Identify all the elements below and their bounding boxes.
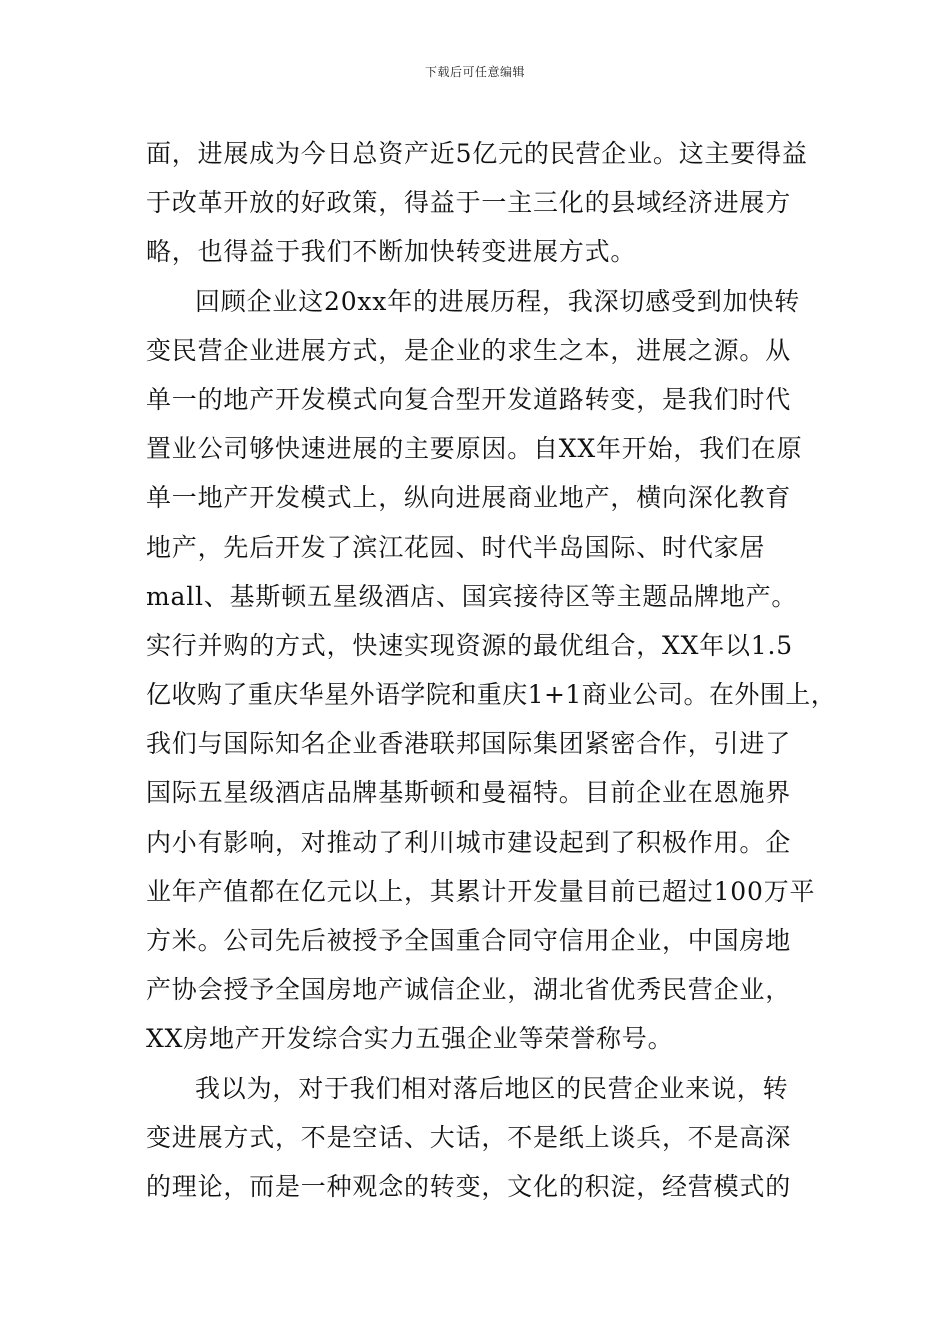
text-line: 变民营企业进展方式，是企业的求生之本，进展之源。从 (146, 335, 792, 365)
text-line: 方米。公司先后被授予全国重合同守信用企业，中国房地 (146, 926, 792, 955)
text-line: 产协会授予全国房地产诚信企业，湖北省优秀民营企业， (146, 975, 792, 1005)
text-line: 置业公司够快速进展的主要原因。自XX年开始，我们在原 (146, 434, 803, 464)
document-body (146, 129, 836, 1211)
text-line: 业年产值都在亿元以上，其累计开发量目前已超过100万平 (146, 876, 816, 906)
page-header: 下载后可任意编辑 (424, 65, 525, 79)
text-line: 内小有影响，对推动了利川城市建设起到了积极作用。企 (146, 827, 792, 857)
text-line: 单一的地产开发模式向复合型开发道路转变，是我们时代 (146, 384, 792, 414)
text-line: 于改革开放的好政策，得益于一主三化的县域经济进展方 (146, 188, 792, 218)
text-line: 的理论，而是一种观念的转变，文化的积淀，经营模式的 (146, 1171, 792, 1201)
text-line: mall、基斯顿五星级酒店、国宾接待区等主题品牌地产。 (146, 581, 798, 611)
text-line: 亿收购了重庆华星外语学院和重庆1+1商业公司。在外围上， (146, 680, 837, 710)
text-line: 我以为，对于我们相对落后地区的民营企业来说，转 (195, 1073, 789, 1103)
text-line: 国际五星级酒店品牌基斯顿和曼福特。目前企业在恩施界 (146, 778, 792, 808)
text-line: 面，进展成为今日总资产近5亿元的民营企业。这主要得益 (146, 139, 808, 168)
text-line: 变进展方式，不是空话、大话，不是纸上谈兵，不是高深 (146, 1122, 792, 1152)
text-line: 单一地产开发模式上，纵向进展商业地产，横向深化教育 (146, 483, 792, 513)
text-line: 实行并购的方式，快速实现资源的最优组合，XX年以1.5 (146, 630, 793, 660)
text-line: XX房地产开发综合实力五强企业等荣誉称号。 (146, 1024, 674, 1054)
text-line: 回顾企业这20xx年的进展历程，我深切感受到加快转 (195, 286, 801, 316)
text-line: 地产，先后开发了滨江花园、时代半岛国际、时代家居 (146, 532, 766, 562)
text-line: 略，也得益于我们不断加快转变进展方式。 (146, 237, 637, 267)
text-line: 我们与国际知名企业香港联邦国际集团紧密合作，引进了 (146, 729, 792, 759)
